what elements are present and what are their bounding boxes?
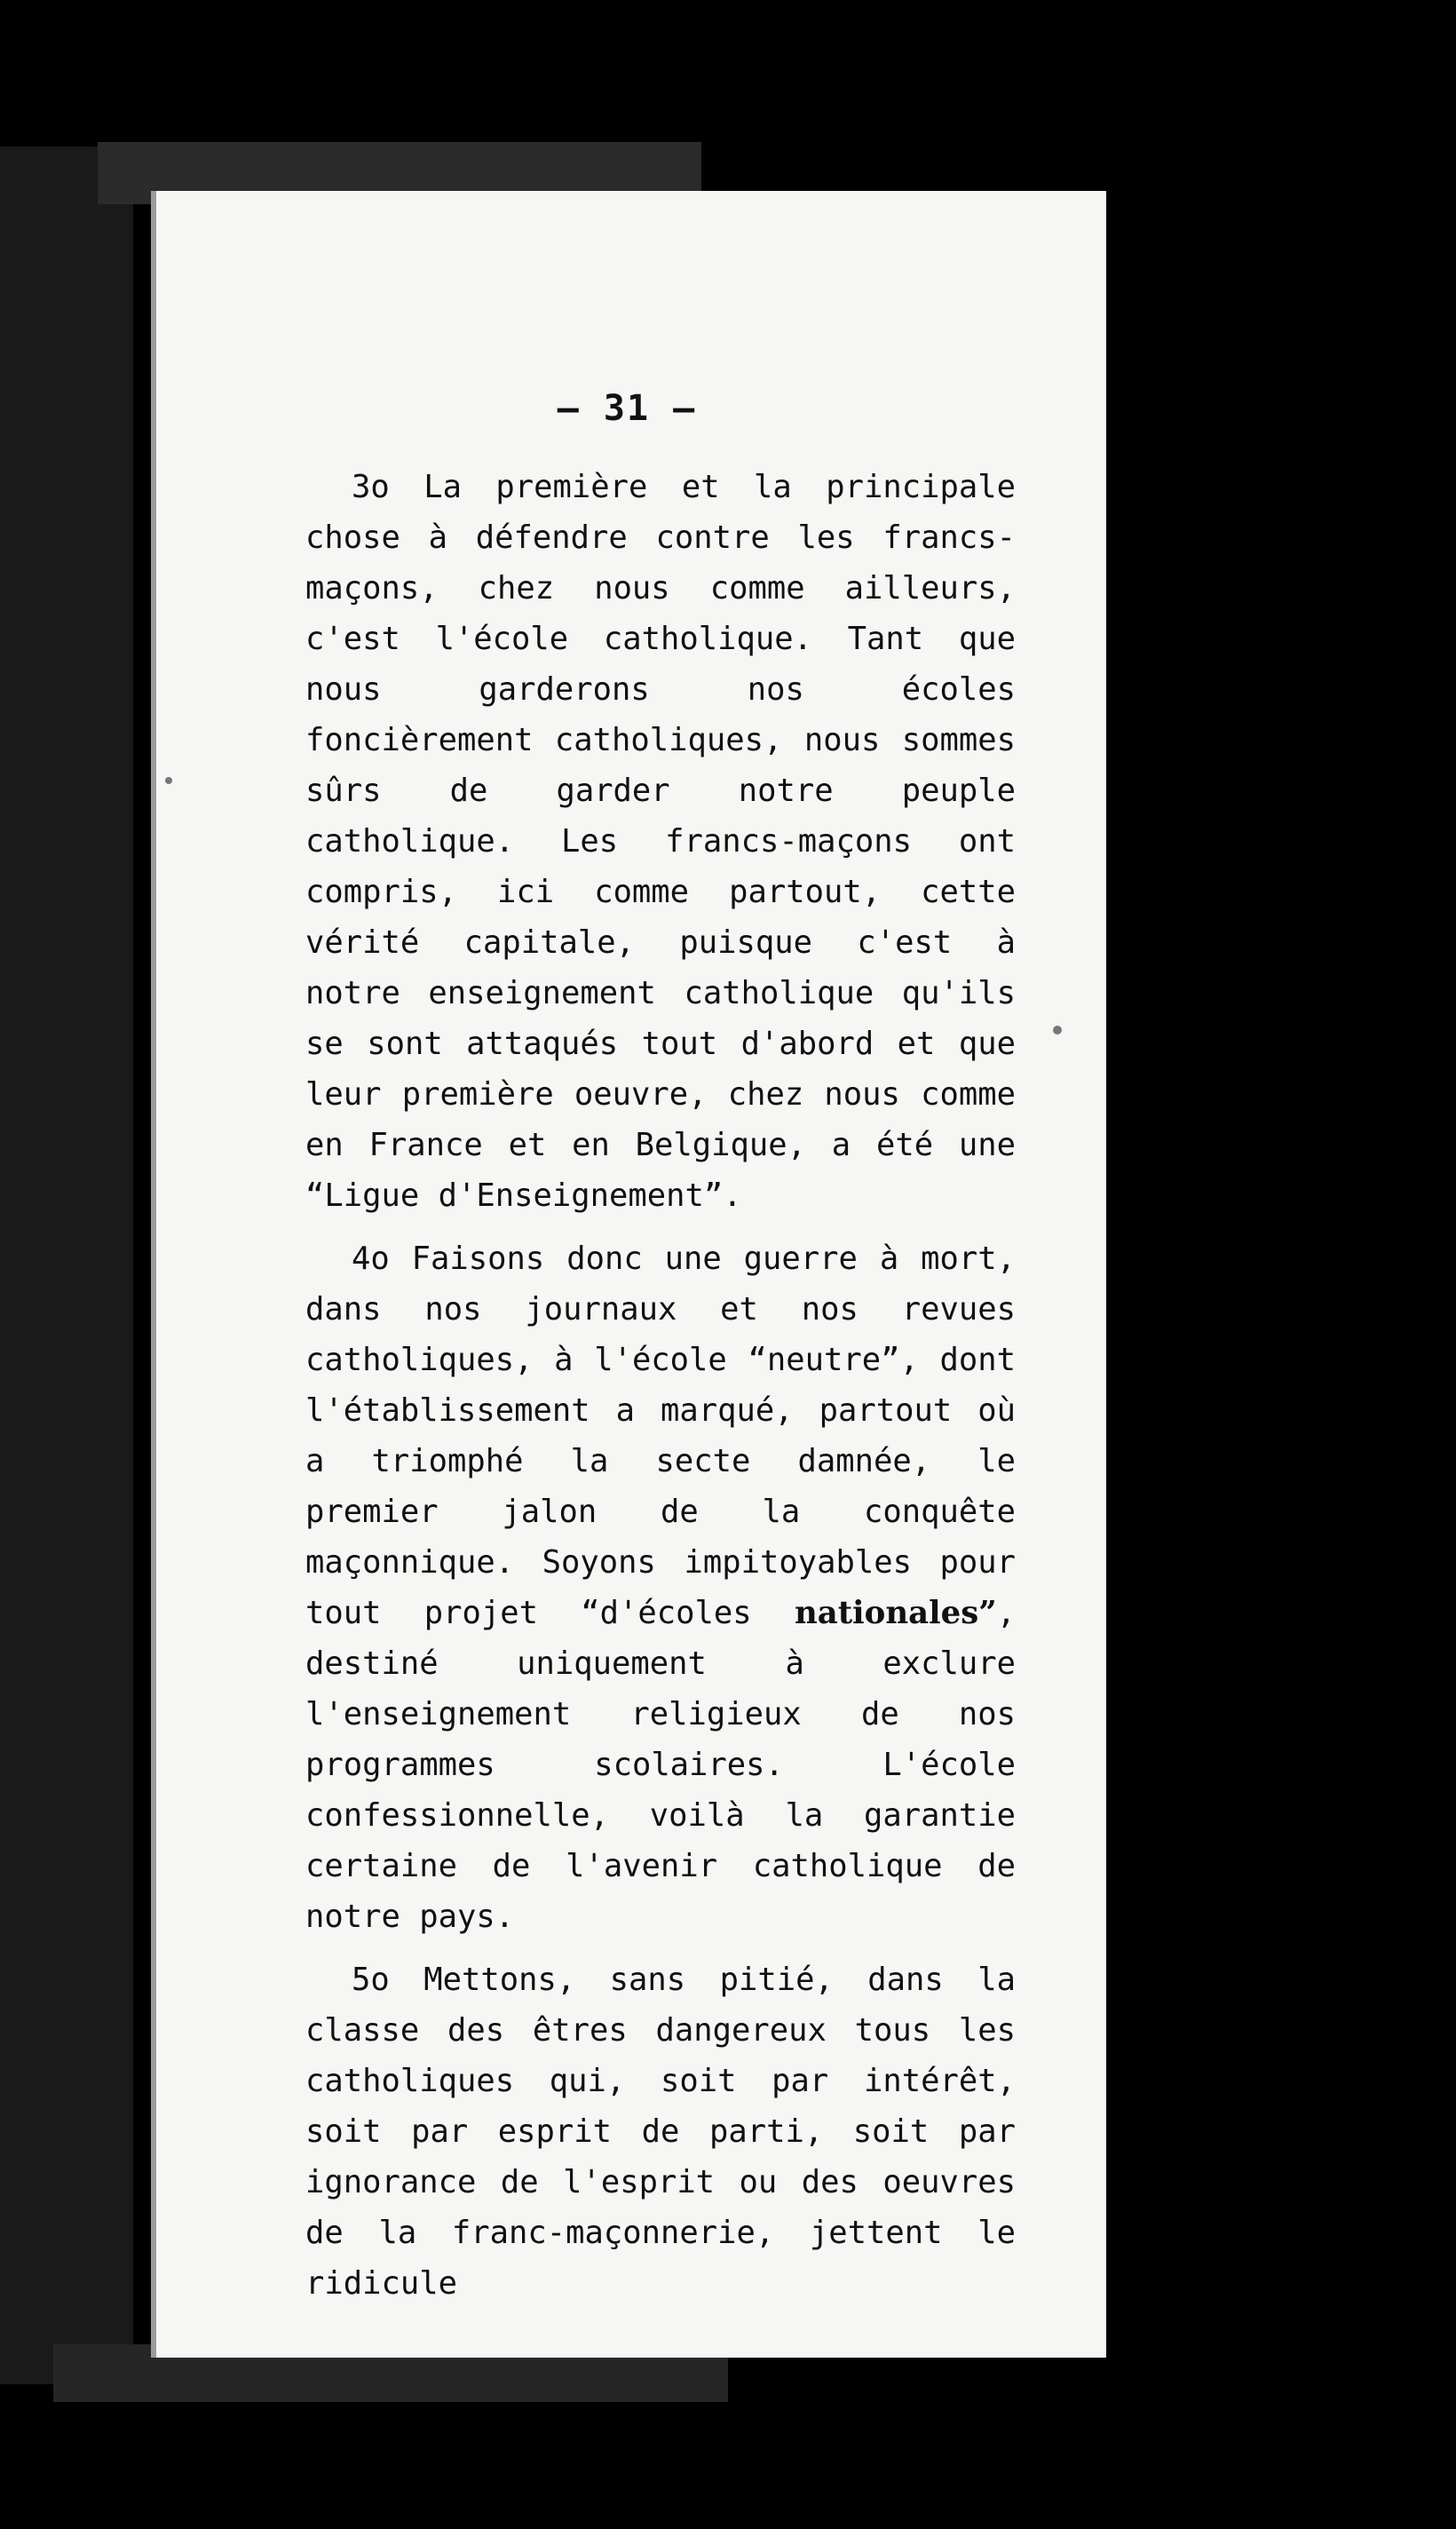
page-number: — 31 — [557,388,697,429]
book-page [151,191,1106,2358]
page-speck-1 [1053,1026,1062,1035]
paragraph-4-end: , destiné uniquement à exclure l'enseignement religieux de nos programmes scolaires. L'école confessionnelle, voilà la garantie certaine de l'avenir catholique de notre pays. [305,1595,1016,1935]
paragraph-4 [305,1233,1016,1942]
book-cover-left [0,147,133,2384]
paragraph-5: 5o Mettons, sans pitié, dans la classe des êtres dangereux tous les catholiques qui, soit par intérêt, soit par esprit de parti, soit par ignorance de l'esprit ou des oeuvres de la franc-maçonnerie, jettent le ridicule [305,1962,1016,2302]
paragraph-4-start: 4o Faisons donc une guerre à mort, dans nos journaux et nos revues catholiques, à l'école “neutre”, dont l'établissement a marqué, partout où a triomphé la secte damnée, le premier jalon de la conquête maçonnique. Soyons impitoyables pour tout projet “d'écoles [305,1241,1016,1631]
page-speck-2 [165,777,172,784]
page-body [305,462,1016,2321]
paragraph-3: 3o La première et la principale chose à défendre contre les francs-maçons, chez nous comme ailleurs, c'est l'école catholique. Tant que nous garderons nos écoles foncièrement catholiques, nous sommes sûrs de garder notre peuple catholique. Les francs-maçons ont compris, ici comme partout, cette vérité capitale, puisque c'est à notre enseignement catholique qu'ils se sont attaqués tout d'abord et que leur première oeuvre, chez nous comme en France et en Belgique, a été une “Ligue d'Enseignement”. [305,469,1016,1214]
paragraph-4-bold-word: nationales” [794,1595,997,1631]
